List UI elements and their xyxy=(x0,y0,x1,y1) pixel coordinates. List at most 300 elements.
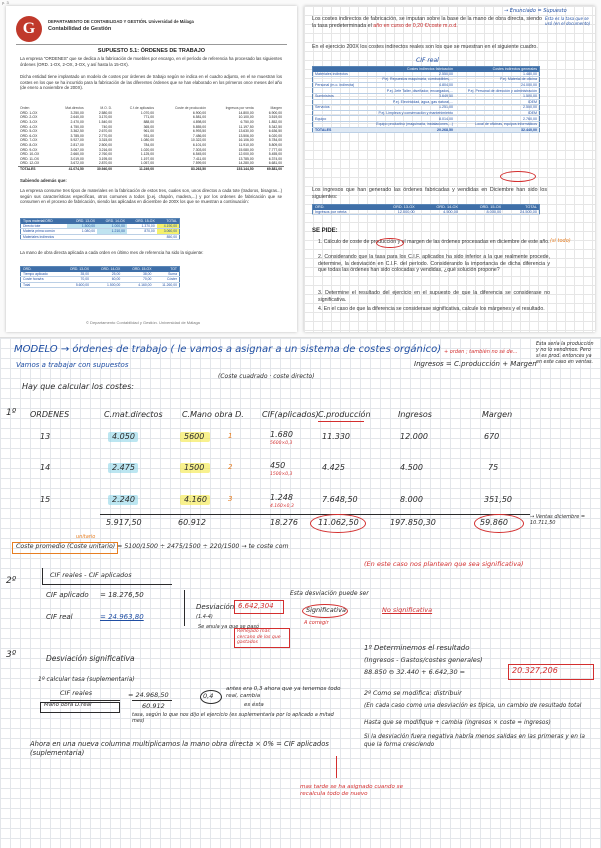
table-cell: 961,00 xyxy=(143,129,155,134)
table-cell: 25,00 xyxy=(91,272,122,277)
desviacion-sub: (1.4-4) xyxy=(196,614,213,620)
table-cell: P.ej. Jefe Taller, diseñador, encargados,... xyxy=(363,88,455,94)
row-cif: 1.680 xyxy=(270,430,293,439)
table-cell: 3.250,00 xyxy=(70,110,84,115)
materials-paragraph: La empresa consume tres tipos de materiales en la fabricación de estos tres, cuales son, unos directos a cada tote (tradoros, bisagras...) según sus características especificas, otros comunes a todos (p.ej. chapón, madera,...) y por los ordenes de fabricación que se consumen en el proceso de fabricación, siendo las aplicadas en diciembre de 200X los que se muestran a continuación: xyxy=(20,188,282,204)
table-cell: 2.580,00 xyxy=(98,110,113,115)
table-cell: Suministros xyxy=(313,93,363,99)
table-cell: 1.480,00 xyxy=(455,72,540,77)
table-cell: 5.927,00 xyxy=(70,138,84,143)
table-cell: P.ej. Electricidad, agua, gas natural,... xyxy=(363,99,455,105)
note-heading: Sabiendo además que: xyxy=(20,178,67,183)
table-cell: 3.019,00 xyxy=(70,156,84,161)
table-cell: 15.080,00 xyxy=(238,147,254,152)
table-cell: 16.106,00 xyxy=(238,138,254,143)
table-cell: 5.784,00 xyxy=(268,138,282,143)
table-cell: 2.760,00 xyxy=(98,152,113,157)
column-header: M.O. D. xyxy=(100,106,113,111)
table-cell: 2.760,00 xyxy=(455,116,540,122)
table-cell xyxy=(97,234,127,240)
table-cell: 1.020,00 xyxy=(140,147,155,152)
row-cprod: 11.330 xyxy=(322,432,350,441)
row-order: 14 xyxy=(40,463,51,472)
table-cell: 3.519,00 xyxy=(268,115,282,120)
coste-arrow-note: (Coste cuadrado · coste directo) xyxy=(218,373,315,380)
table-cell: 3.216,00 xyxy=(98,147,113,152)
col-produccion: C.producción xyxy=(318,410,371,419)
table-cell: 24.500,00 xyxy=(503,210,539,215)
table-cell: 153.144,50 xyxy=(208,166,256,171)
no-significativa-label: No significativa xyxy=(382,606,433,614)
row-mar: 75 xyxy=(488,463,499,472)
row-ing: 12.000 xyxy=(400,432,428,441)
table-cell: 10.100,00 xyxy=(238,115,254,120)
row-mod: 5600 xyxy=(184,432,205,441)
table-cell: 1.070,00 xyxy=(140,110,155,115)
unit-name: Contabilidad de Gestión xyxy=(48,26,112,32)
table-cell: 12.000,00 xyxy=(373,210,416,215)
table-cell: 1.370,00 xyxy=(127,224,157,229)
significativa-label: Significativa xyxy=(306,606,346,614)
row-mod-tag: 2 xyxy=(228,463,233,471)
table-cell: 38,00 xyxy=(122,272,153,277)
row-cprod: 4.425 xyxy=(322,463,345,472)
table-cell: ORD. 3-OX xyxy=(20,120,38,125)
unitario-note: unitario xyxy=(76,534,96,540)
side-note: Esta es la tasa que se usó (en el documento) xyxy=(545,16,591,26)
cif-table-title: CIF real xyxy=(416,57,439,64)
row-cif-sub: 5600×0,3 xyxy=(270,441,293,446)
table-cell: ORD. 2-OX xyxy=(20,115,38,120)
table-cell: 784,00 xyxy=(143,143,155,148)
table-cell: P.ej. Material de oficina xyxy=(455,77,540,83)
table-cell: 30.940,00 xyxy=(86,166,114,171)
row-cprod: 7.648,50 xyxy=(322,495,358,504)
income-table xyxy=(312,204,540,215)
table-cell: 4.160,00 xyxy=(122,282,153,288)
table-cell: 6.374,00 xyxy=(268,156,282,161)
table-cell: ORD. 8-OX xyxy=(20,143,38,148)
orange-note: (si todo) xyxy=(550,238,571,244)
ratio-note-3: tasa, según lo que nos dijo el ejercicio (es suplementaria por lo aplicado a mitad mes) xyxy=(132,712,334,724)
table-cell: 20.268,50 xyxy=(363,127,455,133)
notes-title: MODELO → órdenes de trabajo ( le vamos a asignar a un sistema de costes orgánico) xyxy=(14,344,442,355)
row-mod-tag: 1 xyxy=(228,432,233,440)
table-cell: 24.000,00 xyxy=(455,82,540,88)
ratio-value-bottom: 60.912 xyxy=(142,702,165,710)
col-cif: CIF(aplicados) xyxy=(262,410,319,419)
question-4: 4. En el caso de que la diferencia se considerase significativa, calcule los márgenes y el resultado. xyxy=(318,306,545,312)
table-cell: 3.362,50 xyxy=(70,129,84,134)
column-header: Costes indirectos generales xyxy=(455,67,540,72)
row-mar: 670 xyxy=(484,432,500,441)
table-cell: TOTALES xyxy=(18,166,52,171)
handwritten-notes xyxy=(0,338,601,848)
table-cell: Tiempo aplicado xyxy=(21,272,60,277)
table-cell: 11.260,00 xyxy=(153,282,179,288)
table-row xyxy=(21,234,180,240)
column-header: ORD. 14-OX xyxy=(417,205,460,210)
cif-aplicado-value: = 18.276,50 xyxy=(100,591,144,599)
table-cell: 8.014,00 xyxy=(363,116,455,122)
col-mano-obra: C.Mano obra D. xyxy=(182,410,244,419)
cif-total-circle xyxy=(500,171,536,182)
row-ing: 4.500 xyxy=(400,463,423,472)
significativa-sub: A corregir xyxy=(304,620,329,626)
table-cell: 1.080,00 xyxy=(67,229,97,235)
table-cell xyxy=(67,234,97,240)
table-cell: 7.777,00 xyxy=(268,147,282,152)
table-cell xyxy=(127,234,157,240)
table-cell: 3.060,00 xyxy=(157,229,180,235)
q-number-1: 1º xyxy=(6,408,16,418)
table-cell: 3.649,50 xyxy=(363,93,455,99)
table-cell: 4.500,00 xyxy=(417,210,460,215)
table-cell: Materia prima común xyxy=(21,229,68,235)
col-margen: Margen xyxy=(482,410,513,419)
table-cell: IDEM xyxy=(455,99,540,105)
table-cell: 4.898,00 xyxy=(192,120,207,125)
ratio-result: 0,4 xyxy=(203,692,214,700)
table-cell: 11.910,00 xyxy=(238,143,254,148)
table-cell: 740,00 xyxy=(101,124,113,129)
column-header: ORD. 15-OX xyxy=(460,205,503,210)
labour-table xyxy=(20,266,180,288)
table-cell: 2.550,00 xyxy=(363,72,455,77)
table-row xyxy=(313,210,540,215)
ratio-numerator: CIF reales xyxy=(60,689,93,697)
column-header: C.f.de aplicados xyxy=(129,106,155,111)
table-cell: 10.322,00 xyxy=(190,138,207,143)
column-header: Tipos material/ORD xyxy=(21,219,68,224)
q1-right-sub: (Ingresos - Gastos/costes generales) xyxy=(364,656,483,664)
column-header: ORD. 14-OX xyxy=(97,219,127,224)
column-header: TOTAL xyxy=(157,219,180,224)
table-cell: 771,00 xyxy=(143,115,155,120)
column-header: ORD. xyxy=(313,205,374,210)
exercise-title: SUPUESTO 5.1: ÓRDENES DE TRABAJO xyxy=(97,48,206,54)
table-cell: Equipo productivo (maquinaria, instalaciones,...) xyxy=(363,121,455,127)
cif-real-value: = 24.963,80 xyxy=(100,613,144,621)
ratio-note-2: es ésta xyxy=(244,702,264,708)
table-cell: 2.470,00 xyxy=(70,120,84,125)
table-cell: 2.640,00 xyxy=(70,115,84,120)
q1-right-result: 20.327,206 xyxy=(512,666,558,675)
orders-table xyxy=(18,106,284,171)
table-cell: ORD. 10-OX xyxy=(20,152,40,157)
q1-right-title: 1º Determinemos el resultado xyxy=(364,644,470,652)
table-cell: 14.280,00 xyxy=(238,161,254,166)
desviacion-label: Desviación xyxy=(196,603,235,611)
row-mat: 2.475 xyxy=(112,463,135,472)
column-header: ORD. 13-OX xyxy=(67,219,97,224)
bottom-red-note: mas tarde se ha asignado cuando se recalcula todo de nuevo xyxy=(300,784,404,797)
column-header: ORD. 14-OX xyxy=(91,267,122,272)
table-cell: Suma xyxy=(153,272,179,277)
table-cell: Servicios xyxy=(313,105,363,111)
intro-paragraph: La empresa "ORDENES" que se dedica a la fabricación de muebles por encargo, en el período de referencia ha procesado las siguientes órdenes (ORD. 1-OX, 2-OX, 3-OX, y así hasta la 15-OX). xyxy=(20,56,282,67)
table-cell: ORD. 1-OX xyxy=(20,110,38,115)
table-cell: 14.800,00 xyxy=(238,110,254,115)
table-cell: ORD. 11-OX xyxy=(20,156,39,161)
es-desviacion-note: Esta desviación puede ser xyxy=(290,590,369,597)
ratio-denominator: Mano obra D.real xyxy=(44,702,92,708)
table-cell: 1.852,00 xyxy=(268,120,282,125)
table-cell: 6.545,00 xyxy=(192,152,207,157)
table-cell: 365,00 xyxy=(143,124,155,129)
table-cell: 2.770,00 xyxy=(98,133,113,138)
q4-right-1: 2º Como se modifica: distribuir xyxy=(364,690,462,697)
cif-real-label: CIF real xyxy=(46,613,73,621)
table-cell: 70,00 xyxy=(60,277,91,283)
column-header: TOTAL xyxy=(503,205,539,210)
table-cell: 6.900,00 xyxy=(268,110,282,115)
table-cell: 1.540,00 xyxy=(98,120,113,125)
table-cell: 60,00 xyxy=(91,277,122,283)
table-cell: 6.750,00 xyxy=(240,120,254,125)
cif-paragraph-text: Los costes indirectos de fabricación, se imputan sobre la base de la mano de obra directa, siendo la tasa predeterminada el xyxy=(312,16,542,29)
se-pide-heading: SE PIDE: xyxy=(312,228,338,234)
table-cell: ORD. 9-OX xyxy=(20,147,38,152)
table-cell: 3.672,00 xyxy=(70,161,84,166)
row-mod: 4.160 xyxy=(184,495,207,504)
total-cif: 18.276 xyxy=(270,518,298,527)
produccion-underline xyxy=(318,421,364,422)
q1-right-equation: 88.850 ⊖ 32.440 + 6.642,30 = xyxy=(364,668,466,676)
column-header: Coste de producción xyxy=(174,106,207,111)
table-cell: 6.581,00 xyxy=(192,115,207,120)
table-cell: Total xyxy=(21,282,60,288)
university-logo-icon: G xyxy=(16,16,42,42)
model-paragraph: Dicha entidad tiene implantado un modelo de costes por órdenes de trabajo según se indica en el cuadro adjunto, en el se muestran los costes en los que se ha incurrido para la fabricación de las diferentes órdenes que se han elaborado en los primeros once meses del año (de enero a noviembre de 200X). xyxy=(20,74,282,90)
column-header: ORD. 15-OX xyxy=(127,219,157,224)
table-cell: 3.067,00 xyxy=(70,147,84,152)
department-name: DEPARTAMENTO DE CONTABILIDAD Y GESTIÓN. Universidad de Málaga xyxy=(48,19,194,24)
table-cell: Personal (m.o. indirecta) xyxy=(313,82,363,88)
table-cell: ORD. 5-OX xyxy=(20,129,38,134)
table-cell: 7.599,00 xyxy=(192,161,207,166)
se-anula-note: Se anula ya que se pasó xyxy=(198,624,260,630)
column-header: Mat.directos xyxy=(65,106,84,111)
page-label: p. 3 xyxy=(2,0,9,5)
row-mar: 351,50 xyxy=(484,495,512,504)
production-note: Esta sería la producción y no lo vendimos. Pero si es prod. entonces ya en este caso en ventas. xyxy=(536,342,594,365)
table-cell: TOTALES xyxy=(313,127,363,133)
total-mod: 60.912 xyxy=(178,518,206,527)
notes-subtitle: Vamos a trabajar con supuestos xyxy=(16,361,129,369)
table-cell: 35,00 xyxy=(60,272,91,277)
table-cell: 13.630,00 xyxy=(238,129,254,134)
column-header: ORD. 13-OX xyxy=(373,205,416,210)
table-cell: 3.785,00 xyxy=(70,133,84,138)
table-cell: Materiales indirectos xyxy=(313,72,363,77)
cif-rate-highlight: año en curso de 0,20 €/coste m.o.d. xyxy=(373,22,458,29)
table-cell: 6.636,50 xyxy=(268,129,282,134)
ratio-bar-2 xyxy=(132,700,172,701)
table-cell: P.ej. Personal de dirección y administración xyxy=(455,88,540,94)
table-cell: 11.197,50 xyxy=(238,124,254,129)
row-mat: 4.050 xyxy=(112,432,135,441)
row-mod: 1500 xyxy=(184,463,205,472)
totals-rule xyxy=(100,514,530,515)
right-page xyxy=(304,6,595,332)
table-cell: 4.750,00 xyxy=(70,124,84,129)
table-cell: Equipo xyxy=(313,116,363,122)
q3-title: Desviación significativa xyxy=(46,654,135,663)
column-header: Orden xyxy=(20,106,30,111)
q2-brace xyxy=(184,590,185,626)
table-cell: Coste hora/ra xyxy=(21,277,60,283)
table-cell: 870,00 xyxy=(127,229,157,235)
cif-paragraph xyxy=(312,16,542,29)
column-header: ORD. 13-OX xyxy=(60,267,91,272)
table-cell: Cóster xyxy=(153,277,179,283)
table-cell: 1.500,00 xyxy=(455,93,540,99)
ratio-bar xyxy=(50,700,120,701)
total-cprod: 11.062,50 xyxy=(318,518,359,527)
row-cif: 1.248 xyxy=(270,493,293,502)
column-header: Margen xyxy=(270,106,282,111)
coste-promedio-formula: Coste promedio (Coste unitario) = 5100/1500 ÷ 2475/1500 ÷ 220/1500 → te coste com xyxy=(16,543,289,550)
table-cell: 1.500,00 xyxy=(91,282,122,288)
table-cell: 3.315,00 xyxy=(98,138,113,143)
ratio-note-1: antes era 0,3 ahora que ya tenemos todo real, cambia xyxy=(226,686,341,699)
labour-paragraph: La mano de obra directa aplicada a cada orden en último mes de referencia ha sido la siguiente: xyxy=(20,250,204,255)
table-cell: 1.500,00 xyxy=(67,224,97,229)
table-cell: ORD. 12-OX xyxy=(20,161,40,166)
q4-right-4: Si la desviación fuera negativa habría menos salidas en las primeras y en la que la forma cresciendo xyxy=(364,734,585,748)
table-cell: 2.500,00 xyxy=(98,143,113,148)
bottom-note: Ahora en una nueva columna multiplicamos la mano obra directa × 0% = CIF aplicados (suplementaria) xyxy=(30,740,329,757)
column-header: ORD. xyxy=(21,267,60,272)
q4-right-3: Hasta que se modifique + cambia (ingresos × coste = ingresos) xyxy=(364,720,551,726)
table-cell: 13.506,00 xyxy=(238,133,254,138)
table-cell: 6.020,00 xyxy=(268,133,282,138)
total-mar: 59.860 xyxy=(480,518,508,527)
row-cif-sub: 1500×0,3 xyxy=(270,472,293,477)
table-cell: Directo tote xyxy=(21,224,68,229)
col-ingresos: Ingresos xyxy=(398,410,432,419)
produccion-circle xyxy=(376,238,404,248)
column-header: Costes indirectos fabricación xyxy=(363,67,455,72)
question-1: 1. Cálculo de coste de producción y el margen de las órdenes procesadas en diciembre de este año. xyxy=(318,239,550,245)
table-cell: 2.500,00 xyxy=(455,105,540,111)
ingresos-formula: Ingresos = C.producción + Margen xyxy=(414,360,537,368)
column-header: Ingresos por venta xyxy=(225,106,254,111)
table-cell: 5.855,00 xyxy=(192,124,207,129)
footer: © Departamento Contabilidad y Gestión. Universidad de Málaga xyxy=(86,320,200,325)
table-cell: 7.486,00 xyxy=(192,133,207,138)
table-cell: 5.455,00 xyxy=(268,152,282,157)
table-row xyxy=(21,282,180,288)
table-cell: IDEM xyxy=(455,110,540,116)
q2-box-top xyxy=(42,584,172,585)
q4-right-2: (En cada caso como una desviación es típica, un cambio de resultado total xyxy=(364,703,582,709)
row-ing: 8.000 xyxy=(400,495,423,504)
table-cell: 2.870,00 xyxy=(98,161,113,166)
table-cell: 1.125,00 xyxy=(140,152,155,157)
table-cell: 13.785,00 xyxy=(238,156,254,161)
table-cell: 6.101,00 xyxy=(192,143,207,148)
total-ing: 197.850,30 xyxy=(390,518,436,527)
ratio-value-top: = 24.968,50 xyxy=(128,691,169,699)
totals-row xyxy=(18,166,284,171)
table-cell: ORD. 7-OX xyxy=(20,138,38,143)
header-rule xyxy=(16,44,287,45)
table-cell: 70,00 xyxy=(122,277,153,283)
table-cell: ORD. 6-OX xyxy=(20,133,38,138)
document-spread xyxy=(0,0,601,337)
table-cell: 83.263,50 xyxy=(156,166,208,171)
table-cell: 6.993,50 xyxy=(192,129,207,134)
table-cell: P.ej. Repuestos maquinaria, combustibles,... xyxy=(363,77,455,83)
totals-row xyxy=(313,127,540,133)
table-cell: ORD. 4-OX xyxy=(20,124,38,129)
table-cell: 32.440,00 xyxy=(455,127,540,133)
table-cell: 69.881,00 xyxy=(256,166,284,171)
table-cell: 5.809,00 xyxy=(268,143,282,148)
row-order: 15 xyxy=(40,495,51,504)
materials-table xyxy=(20,218,180,240)
red-margin-note: Reflejado más cercano de los que gastados xyxy=(237,629,281,645)
total-mat: 5.917,50 xyxy=(106,518,142,527)
table-cell: 5.342,50 xyxy=(268,124,282,129)
top-note: → Enunciado = Supuesto xyxy=(504,8,567,14)
table-cell: 1.000,00 xyxy=(97,224,127,229)
table-cell: 7.411,00 xyxy=(193,156,207,161)
table-cell: 2.670,00 xyxy=(98,129,113,134)
cif-table xyxy=(312,66,540,133)
margin-note: → Ventas diciembre = 10.711,50 xyxy=(530,514,586,526)
table-cell: 2.817,00 xyxy=(70,143,84,148)
cif-aplicado-label: CIF aplicado xyxy=(46,591,89,599)
table-cell: 1.197,00 xyxy=(140,156,155,161)
table-cell: 850,00 xyxy=(157,234,180,240)
row-order: 13 xyxy=(40,432,51,441)
table-cell: 5.600,00 xyxy=(60,282,91,288)
table-cell: Local de oficinas, equipos informáticos xyxy=(455,121,540,127)
table-cell: 11.249,00 xyxy=(114,166,156,171)
table-cell: 888,00 xyxy=(143,120,155,125)
red-arrow xyxy=(336,756,337,778)
table-cell: 931,00 xyxy=(143,133,155,138)
table-cell: 6.900,00 xyxy=(192,110,207,115)
significativa-note: (En este caso nos plantean que sea significativa) xyxy=(364,560,524,568)
table-cell: 1.080,00 xyxy=(140,138,155,143)
table-cell: Materiales indirectos xyxy=(21,234,68,240)
desviacion-value: 6.642,304 xyxy=(238,602,274,610)
table-cell: 4.804,00 xyxy=(363,82,455,88)
row-cif-sub: 4.160×0,3 xyxy=(270,504,294,509)
table-cell: 41.074,50 xyxy=(52,166,85,171)
income-paragraph: Los ingresos que han generado las órdenes fabricadas y vendidas en Diciembre han sido los siguientes: xyxy=(312,187,547,200)
table-cell: 3.170,00 xyxy=(98,115,113,120)
q-number-2: 2º xyxy=(6,576,16,586)
row-cif: 450 xyxy=(270,461,286,470)
table-cell: Ingresos por venta xyxy=(313,210,374,215)
col-ordenes: ORDENES xyxy=(30,410,70,419)
q3-subtitle: 1º calcular tasa (suplementaria) xyxy=(38,676,135,683)
table-cell: 6.681,00 xyxy=(268,161,282,166)
hay-que-calcular: Hay que calcular los costes: xyxy=(22,382,134,391)
table-cell: 12.000,00 xyxy=(238,152,254,157)
question-3: 3. Determine el resultado del ejercicio en el supuesto de que la diferencia se considerase no significativa. xyxy=(318,290,550,303)
q-number-3: 3º xyxy=(6,650,16,660)
table-cell: 1.251,00 xyxy=(363,105,455,111)
table-cell: 4.190,00 xyxy=(157,224,180,229)
row-mod-tag: 3 xyxy=(228,495,233,503)
orden-note: + orden ; también no sé de... xyxy=(444,349,518,355)
